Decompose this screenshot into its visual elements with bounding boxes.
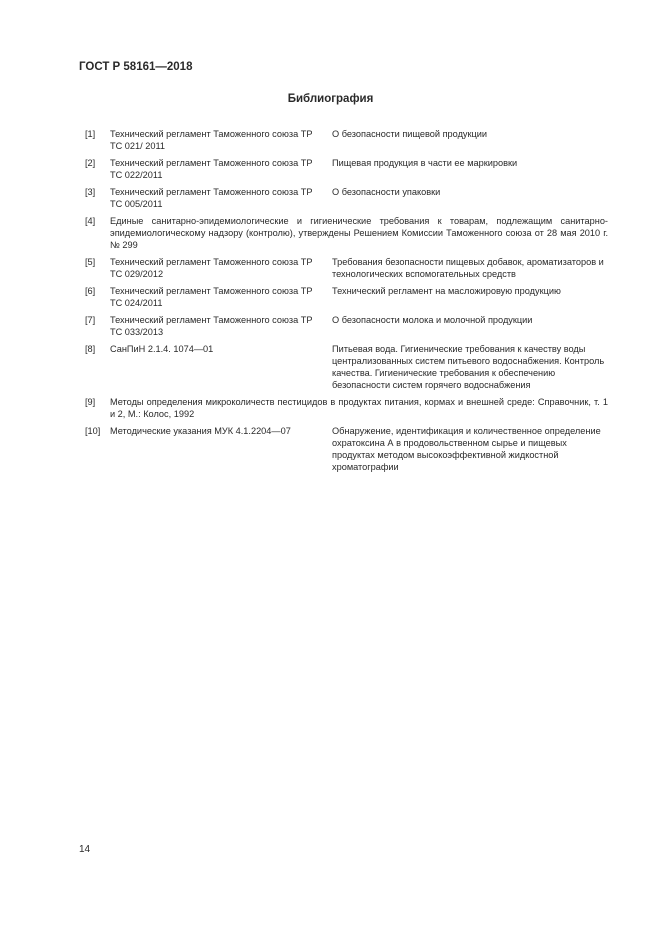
- entry-document: СанПиН 2.1.4. 1074—01: [110, 344, 214, 354]
- entry-number: [3]: [85, 187, 96, 197]
- entry-number: [2]: [85, 158, 96, 168]
- entry-description: Обнаружение, идентификация и количественное определение охратоксина А в продовольственном сырье и пищевых продуктах методом высокоэффективной жидкостной хроматографии: [332, 426, 601, 472]
- entry-number: [9]: [85, 397, 96, 407]
- entry-number: [8]: [85, 344, 96, 354]
- entry-full-text: Методы определения микроколичеств пестицидов в продуктах питания, кормах и внешней среде: Справочник, т. 1 и 2, М.: Колос, 1992: [110, 397, 608, 419]
- entry-number: [5]: [85, 257, 96, 267]
- entry-number: [4]: [85, 216, 96, 226]
- entry-document: Технический регламент Таможенного союза ТР ТС 024/2011: [110, 286, 313, 308]
- entry-description: Технический регламент на масложировую продукцию: [332, 286, 561, 296]
- entry-document: Технический регламент Таможенного союза ТР ТС 022/2011: [110, 158, 313, 180]
- entry-number: [1]: [85, 129, 96, 139]
- entry-document: Методические указания МУК 4.1.2204—07: [110, 426, 291, 436]
- entry-full-text: Единые санитарно-эпидемиологические и гигиенические требования к товарам, подлежащим санитарно-эпидемиологическому надзору (контролю), утверждены Решением Комиссии Таможенного союза от 28 мая 2010 г. № 299: [110, 216, 608, 250]
- entry-number: [7]: [85, 315, 96, 325]
- entry-description: О безопасности пищевой продукции: [332, 129, 488, 139]
- standard-code: ГОСТ Р 58161—2018: [79, 61, 193, 73]
- entry-number: [10]: [85, 426, 101, 436]
- entry-document: Технический регламент Таможенного союза ТР ТС 033/2013: [110, 315, 313, 337]
- entry-description: О безопасности молока и молочной продукции: [332, 315, 533, 325]
- entry-description: Пищевая продукция в части ее маркировки: [332, 158, 518, 168]
- entry-document: Технический регламент Таможенного союза ТР ТС 021/ 2011: [110, 129, 313, 151]
- entry-description: Питьевая вода. Гигиенические требования к качеству воды централизованных систем питьевого водоснабжения. Контроль качества. Гигиенические требования к обеспечению безопасности систем горячего водоснабжения: [332, 344, 605, 390]
- entry-document: Технический регламент Таможенного союза ТР ТС 005/2011: [110, 187, 313, 209]
- entry-document: Технический регламент Таможенного союза ТР ТС 029/2012: [110, 257, 313, 279]
- entry-number: [6]: [85, 286, 96, 296]
- page-title: Библиография: [287, 93, 374, 105]
- page-number: 14: [79, 844, 91, 855]
- entry-description: Требования безопасности пищевых добавок, ароматизаторов и технологических вспомогательных средств: [332, 257, 604, 279]
- entry-description: О безопасности упаковки: [332, 187, 441, 197]
